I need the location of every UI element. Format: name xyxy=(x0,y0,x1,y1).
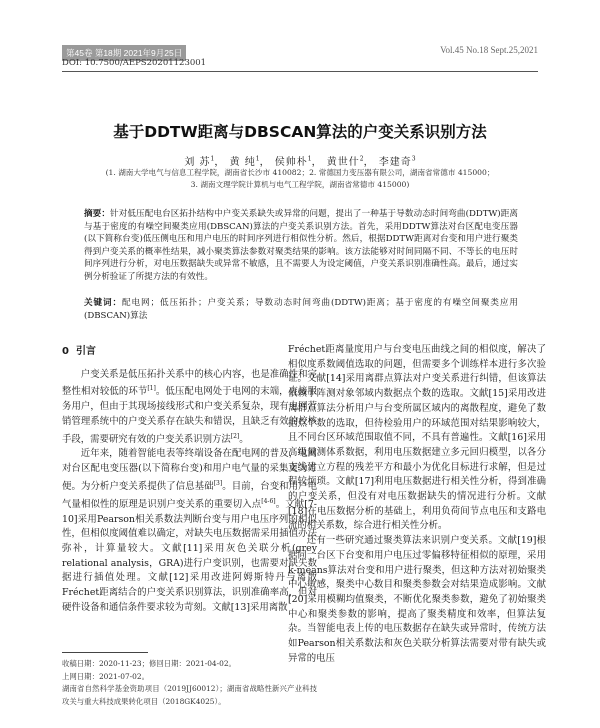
footnotes xyxy=(62,658,317,708)
author: 黄世什 xyxy=(326,157,360,168)
paragraph-text: 近年来，随着智能电表等终端设备在配电网的普及，电网对台区配电变压器(以下简称台变)和用户电气量的采集更为方便。为分析户变关系提供了信息基础 xyxy=(62,448,317,492)
paragraph: 还有一些研究通过聚类算法来识别户变关系。文献[19]根据同一台区下台变和用户电压过零偏移特征相似的原理，采用k-means算法对台变和用户进行聚类，但这种方法对初始聚类中心敏感，聚类中心数目和聚类参数会对结果造成影响。文献[20]采用模糊均值聚类，不断优化聚类参数，避免了初始聚类中心和聚类参数的影响，提高了聚类精度和效率，但算法复杂。当智能电表上传的电压数据存在缺失或异常时，传统方法如Pearson相关系数法和灰色关联分析算法需要对带有缺失或异常的电压 xyxy=(288,535,546,664)
author-sup: 2 xyxy=(359,155,364,163)
citation[interactable]: [2] xyxy=(230,432,240,440)
section-title: 引言 xyxy=(75,346,96,357)
footnote-fund: 湖南省自然科学基金资助项目（2019JJ60012）；湖南省战略性新兴产业科技攻关与重大科技成果转化项目（2018GK4025）。 xyxy=(62,684,317,706)
keywords-label: 关键词： xyxy=(84,298,122,308)
right-column xyxy=(288,343,546,666)
section-number: 0 xyxy=(62,346,69,357)
abstract-text: 针对低压配电台区拓扑结构中户变关系缺失或异常的问题，提出了一种基于导数动态时间弯曲(DDTW)距离与基于密度的有噪空间聚类应用(DBSCAN)算法的户变关系识别方法。首先，采用DDTW算法对台区配电变压器(以下简称台变)低压侧电压和用户电压的时间序列进行相似性分析。然后，根据DDTW距离对台变和用户进行聚类得到户变关系的概率性结果，减小聚类算法参数对聚类结果的影响。该方法能够对时间同隔不同、不等长的电压时间序列进行分析，对电压数据缺失或异常不敏感，且不需要人为设定阈值，户变关系识别准确性高。最后，通过实例分析验证了所提方法的有效性。 xyxy=(84,209,518,282)
paragraph-text: 。低压配电网处于电网的末端，直接服务用户，但由于其现场接线形式和户变关系复杂，现有电网营销管理系统中的户变关系存在缺失和错误，且缺乏有效的校核手段，需要研究有效的户变关系识别方法 xyxy=(62,386,317,445)
footnote-received: 收稿日期：2020-11-23；修回日期：2021-04-02。 xyxy=(62,659,236,668)
footnote-online: 上网日期：2021-07-02。 xyxy=(62,671,149,681)
author-sup: 1 xyxy=(255,155,260,163)
left-column xyxy=(62,345,317,615)
citation[interactable]: [4-6] xyxy=(261,497,276,505)
paragraph: Fréchet距离量度用户与台变电压曲线之间的相似度，解决了相似度系数阈值选取的问题，但需要多个训练样本进行多次验证。文献[14]采用离群点算法对户变关系进行纠错，但该算法依赖于阵测对象邻域内数据点个数的选取。文献[15]采用改进离群点算法分析用户与台变所属区域内的离散程度，避免了数据点个数的选取，但待检验用户的环域范围对结果影响较大，且不同台区环域范围取值不同，不具有普遍性。文献[16]采用高级量测体系数据，利用电压数据建立多元回归模型，以各分支线建立方程的残差平方和最小为优化目标进行求解，但是过程较烦琐。文献[17]利用电压数据进行相关性分析，得到准确的户变关系，但没有对电压数据缺失的情况进行分析。文献[18]在电压数据分析的基础上，利用负荷间节点电压和支路电流的相关系数，综合进行相关性分析。 xyxy=(288,344,546,532)
paragraph-text: 户变关系是低压拓扑关系中的核心内容，也是准确性和完整性相对较低的环节 xyxy=(62,368,317,398)
author: 李建奇 xyxy=(378,157,412,168)
abstract xyxy=(84,208,518,284)
paragraph xyxy=(62,447,317,615)
header-rule xyxy=(62,71,538,72)
author: 刘 苏 xyxy=(184,157,211,168)
paragraph-text: 。文献[7-10]采用Pearson相关系数法判断台变与用户电压序列的相似性，但相似度阈值难以确定，对缺失电压数据需采用插值办法弥补，计算量较大。文献[11]采用灰色关联分析(grey relational analysis，GRA)进行户变识别，也需要对缺失数据进行插值处理。文献[12]采用改进阿姆斯特丹与离散Fréchet距离结合的户变关系识别算法，识别准确率高，但对硬件设备和通信条件要求较为苛刻。文献[13]采用离散 xyxy=(62,498,317,613)
author-sup: 1 xyxy=(307,155,312,163)
paragraph-text: 。 xyxy=(239,433,249,445)
citation[interactable]: [1] xyxy=(147,385,156,393)
author: 黄 纯 xyxy=(229,157,256,168)
abstract-label: 摘要： xyxy=(84,209,111,219)
footnote-rule xyxy=(62,652,148,653)
affiliation-line-1: (1. 湖南大学电气与信息工程学院，湖南省长沙市 410082；2. 常德国力变压器有限公司，湖南省常德市 415000； xyxy=(105,168,495,177)
author: 侯帅朴 xyxy=(274,157,308,168)
affiliation-line-2: 3. 湖南文理学院计算机与电气工程学院，湖南省常德市 415000) xyxy=(190,180,410,189)
paragraph-text: 。目前，台变和用户电气量相似性的原理是识别户变关系的重要切入点 xyxy=(62,481,317,510)
doi[interactable]: DOI: 10.7500/AEPS20201123001 xyxy=(62,58,207,68)
paragraph xyxy=(62,368,317,448)
journal-volume-en: Vol.45 No.18 Sept.25,2021 xyxy=(440,45,538,55)
keywords xyxy=(84,297,518,322)
paper-title: 基于DDTW距离与DBSCAN算法的户变关系识别方法 xyxy=(113,123,487,141)
author-sup: 1 xyxy=(210,155,215,163)
journal-volume-badge: 第45卷 第18期 2021年9月25日 xyxy=(62,45,186,61)
citation[interactable]: [3] xyxy=(213,479,223,487)
section-heading xyxy=(62,345,317,360)
authors: 刘 苏$^1$， 黄 纯$^1$， 侯帅朴$^1$， 黄世什$^2$， 李建奇$^3$ xyxy=(184,155,416,168)
author-sup: 3 xyxy=(411,155,416,163)
keywords-text: 配电网；低压拓扑；户变关系；导数动态时间弯曲(DDTW)距离；基于密度的有噪空间聚类应用(DBSCAN)算法 xyxy=(84,298,518,321)
